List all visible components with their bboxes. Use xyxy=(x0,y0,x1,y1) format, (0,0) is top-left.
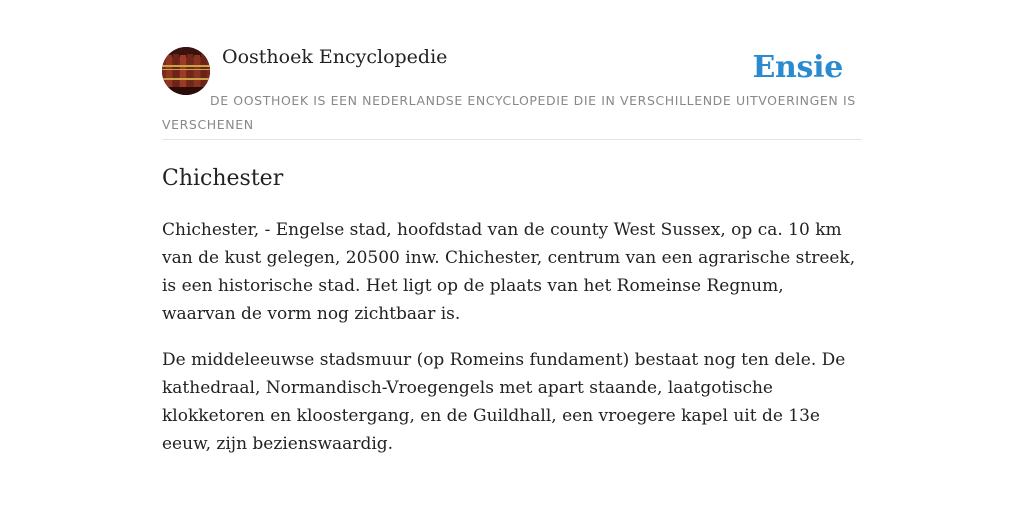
site-header xyxy=(162,0,862,140)
encyclopedia-books-icon[interactable] xyxy=(162,47,210,95)
site-tagline: DE OOSTHOEK IS EEN NEDERLANDSE ENCYCLOPEDIE DIE IN VERSCHILLENDE UITVOERINGEN IS VERSCHENEN xyxy=(162,93,856,132)
site-name-link[interactable]: Oosthoek Encyclopedie xyxy=(222,46,448,68)
article-title: Chichester xyxy=(162,166,284,191)
page xyxy=(162,0,862,458)
article-paragraph: De middeleeuwse stadsmuur (op Romeins fundament) bestaat nog ten dele. De kathedraal, Normandisch-Vroegengels met apart staande, laatgotische klokketoren en kloostergang, en de Guildhall, een vroegere kapel uit de 13e eeuw, zijn bezienswaardig. xyxy=(162,350,846,454)
ensie-logo-link[interactable]: Ensie xyxy=(752,50,843,85)
article-paragraph: Chichester, - Engelse stad, hoofdstad van de county West Sussex, op ca. 10 km van de kust gelegen, 20500 inw. Chichester, centrum van een agrarische streek, is een historische stad. Het ligt op de plaats van het Romeinse Regnum, waarvan de vorm nog zichtbaar is. xyxy=(162,220,856,324)
